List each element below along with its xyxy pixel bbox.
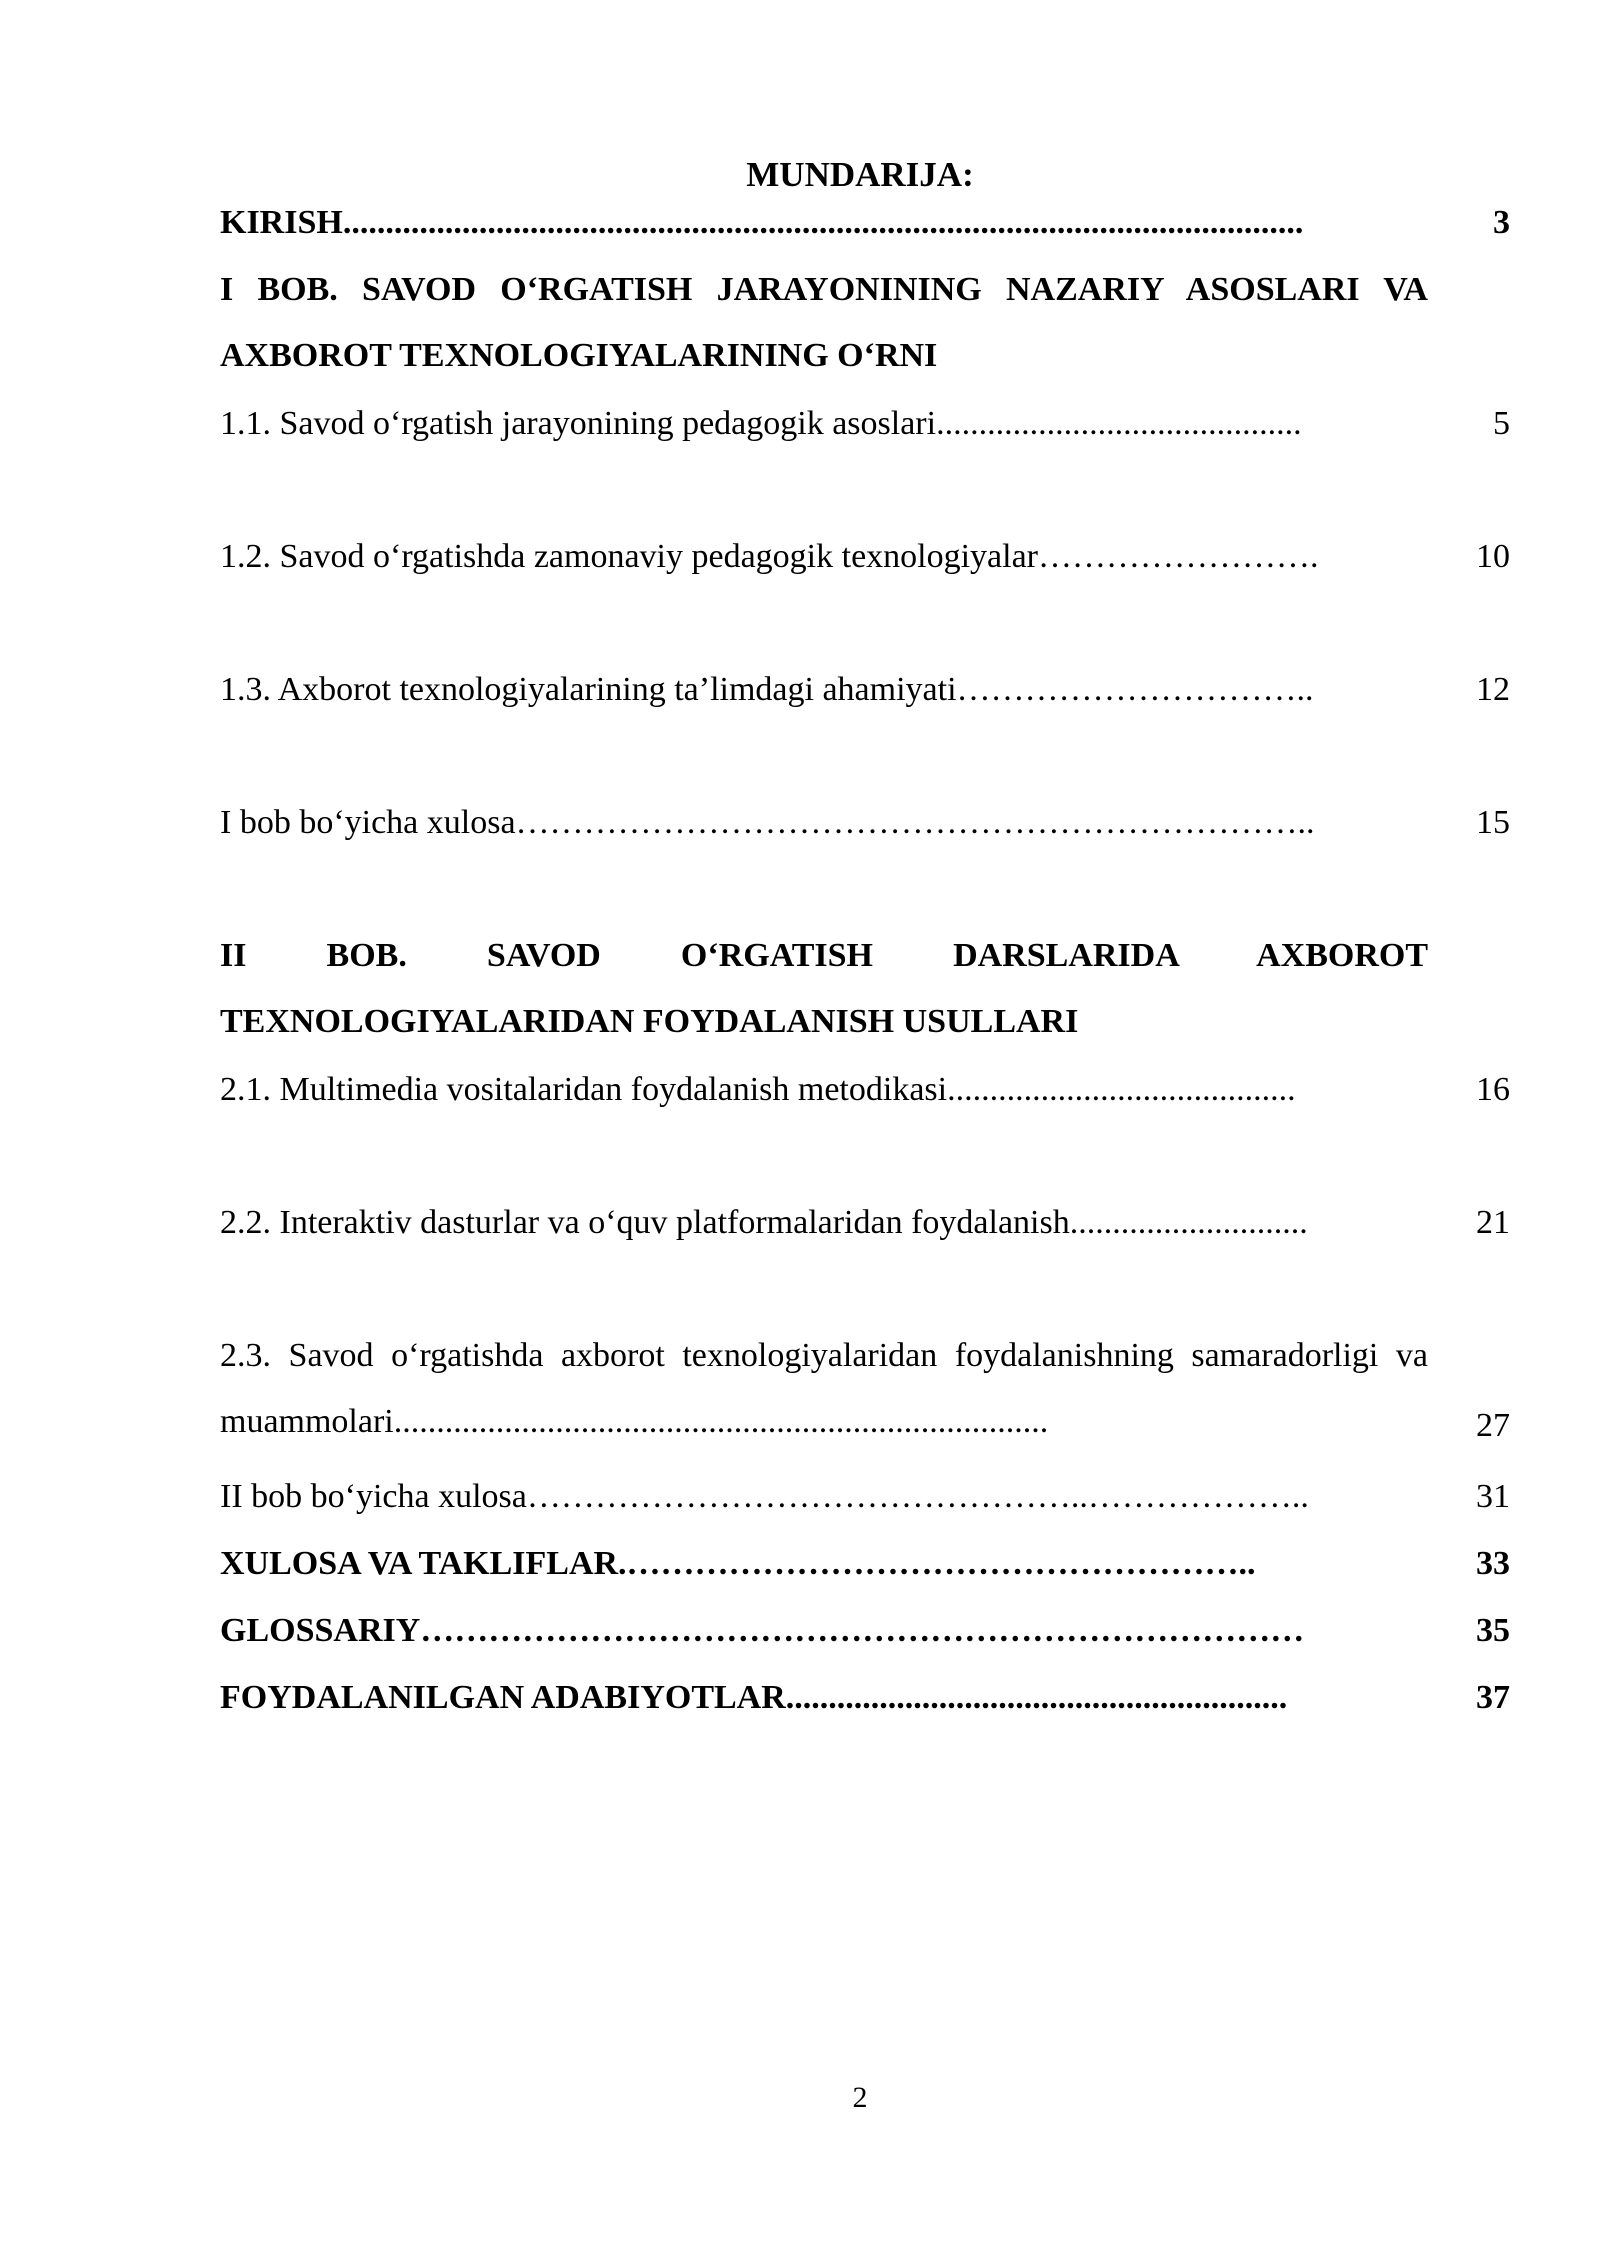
toc-entry-page: 5 (1493, 405, 1510, 442)
toc-entry-chapter-2-conclusion (220, 1464, 1510, 1530)
toc-entry-page: 27 (1476, 1407, 1510, 1444)
toc-title: MUNDARIJA: (746, 155, 974, 194)
toc-entry-text: XULOSA VA TAKLIFLAR.……………………………………………….. (220, 1545, 1256, 1582)
toc-entry-kirish (220, 190, 1510, 256)
toc-entry-chapter-1 (220, 257, 1510, 389)
toc-entry-text: II bob bo‘yicha xulosa…………………………………………..……………….. (220, 1478, 1309, 1515)
toc-entry-text: 2.2. Interaktiv dasturlar va o‘quv platformalaridan foydalanish............................ (220, 1204, 1308, 1241)
toc-entry-text: 1.2. Savod o‘rgatishda zamonaviy pedagogik texnologiyalar……………………. (220, 538, 1319, 575)
toc-entry-page: 10 (1476, 538, 1510, 575)
toc-entry-page: 33 (1476, 1545, 1510, 1582)
toc-entry-1-3 (220, 657, 1510, 723)
toc-entry-2-1 (220, 1057, 1510, 1123)
toc-entry-2-2 (220, 1190, 1510, 1256)
toc-entry-glossary (220, 1598, 1510, 1664)
toc-entry-page: 21 (1476, 1204, 1510, 1241)
toc-entry-text: 2.1. Multimedia vositalaridan foydalanish metodikasi......................................... (220, 1071, 1296, 1108)
toc-entry-text: GLOSSARIY…………………………………………………………………… (220, 1612, 1305, 1649)
toc-entry-page: 37 (1476, 1679, 1510, 1716)
toc-entry-1-2 (220, 524, 1510, 590)
toc-entry-page: 31 (1476, 1478, 1510, 1515)
toc-entry-page: 3 (1493, 204, 1510, 241)
toc-entry-page: 35 (1476, 1612, 1510, 1649)
toc-entry-2-3 (220, 1323, 1510, 1455)
toc-entry-page: 16 (1476, 1071, 1510, 1108)
toc-entry-text: 2.3. Savod o‘rgatishda axborot texnologiyalaridan foydalanishning samaradorligi va muammolari............................................................................. (220, 1337, 1428, 1440)
toc-entry-text: 1.1. Savod o‘rgatish jarayonining pedagogik asoslari........................................... (220, 405, 1302, 442)
page-number: 2 (852, 2081, 868, 2114)
toc-entry-references (220, 1665, 1510, 1731)
toc-entry-conclusion (220, 1531, 1510, 1597)
toc-entry-1-1 (220, 391, 1510, 457)
toc-entry-text: I bob bo‘yicha xulosa…………………………………………………………….. (220, 804, 1315, 841)
toc-entry-page: 12 (1476, 671, 1510, 708)
toc-entry-page: 15 (1476, 804, 1510, 841)
toc-entry-text: FOYDALANILGAN ADABIYOTLAR........................................................... (220, 1679, 1288, 1716)
toc-entry-text: II BOB. SAVOD O‘RGATISH DARSLARIDA AXBOROT TEXNOLOGIYALARIDAN FOYDALANISH USULLARI (220, 937, 1428, 1040)
toc-entry-text: I BOB. SAVOD O‘RGATISH JARAYONINING NAZARIY ASOSLARI VA AXBOROT TEXNOLOGIYALARINING O‘RNI (220, 271, 1428, 374)
toc-entry-text: KIRISH................................................................................................................. (220, 204, 1304, 241)
toc-entry-chapter-1-conclusion (220, 790, 1510, 856)
toc-entry-chapter-2 (220, 923, 1510, 1055)
toc-entry-text: 1.3. Axborot texnologiyalarining ta’limdagi ahamiyati………………………….. (220, 671, 1314, 708)
